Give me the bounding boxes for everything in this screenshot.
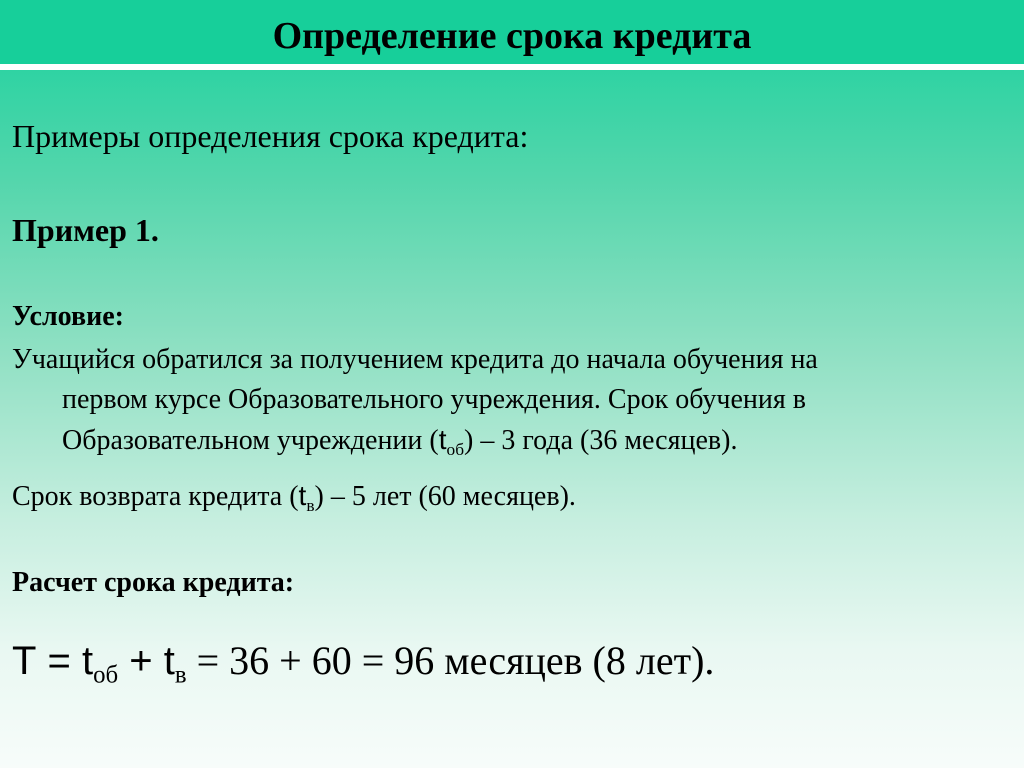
formula-plus: + [118, 639, 164, 683]
slide-title: Определение срока кредита [272, 15, 752, 57]
formula-t1: t [82, 639, 94, 683]
calculation-heading: Расчет срока кредита: [12, 567, 295, 598]
condition-line-3 [12, 420, 818, 461]
intro-text: Примеры определения срока кредита: [12, 118, 529, 154]
formula-rest: = 36 + 60 = 96 месяцев (8 лет). [186, 638, 715, 683]
return-term-subscript: в [306, 496, 315, 516]
condition-heading: Условие: [12, 301, 124, 332]
formula-t2: t [163, 639, 175, 683]
formula-t1-sub: об [93, 661, 119, 689]
formula-eq: = [36, 639, 83, 683]
return-term-line [12, 476, 576, 517]
condition-paragraph [12, 340, 818, 461]
condition-line-3-after: ) – 3 года (36 месяцев). [464, 425, 738, 456]
title-divider [0, 64, 1024, 70]
return-term-var: t [298, 480, 307, 511]
condition-line-1: Учащийся обратился за получением кредита до начала обучения на [12, 344, 818, 375]
study-term-subscript: об [446, 440, 465, 460]
formula-T: Т [12, 639, 37, 683]
formula-t2-sub: в [174, 661, 187, 689]
study-term-var: t [438, 424, 447, 455]
return-after: ) – 5 лет (60 месяцев). [314, 481, 576, 512]
condition-line-2: первом курсе Образовательного учреждения. Срок обучения в [62, 384, 806, 415]
formula [12, 636, 715, 689]
example-heading: Пример 1. [12, 212, 159, 248]
condition-line-3-before: Образовательном учреждении ( [62, 425, 439, 456]
return-before: Срок возврата кредита ( [12, 481, 299, 512]
